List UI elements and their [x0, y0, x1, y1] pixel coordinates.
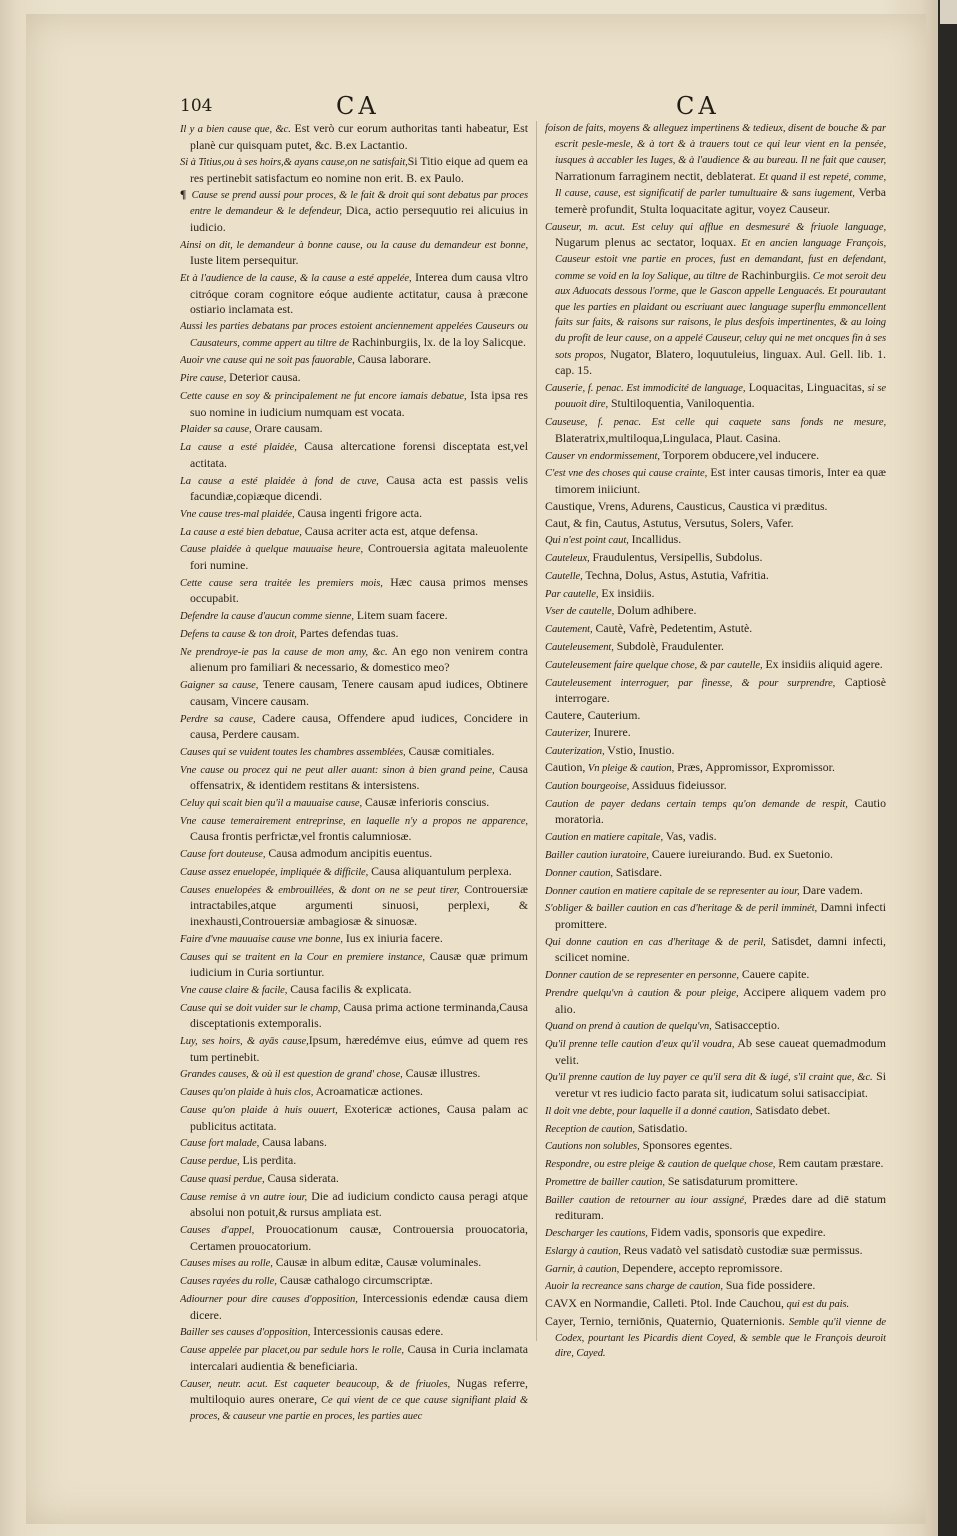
french-text: Cautement,	[545, 624, 593, 636]
latin-text: Exotericæ actiones, Causa palam ac publicitus actitata.	[190, 1102, 528, 1133]
latin-text: Die ad iudicium condicto causa peragi atque absolui non potuit,& rursus ampliata est.	[190, 1188, 528, 1220]
dictionary-entry	[545, 448, 886, 465]
latin-text: Causa altercatione forensi disceptata est,vel actitata.	[190, 439, 528, 470]
french-text: Plaider sa cause,	[180, 424, 252, 436]
dictionary-entry	[180, 1273, 528, 1290]
latin-text: Nugas referre, multiloquio aures onerare,	[190, 1375, 528, 1407]
french-text: Caution de payer dedans certain temps qu'on demande de respit,	[545, 798, 848, 810]
latin-text: Acroamaticæ actiones.	[313, 1084, 424, 1099]
dictionary-entry	[180, 864, 528, 881]
latin-text: CAVX en Normandie, Calleti. Ptol. Inde Cauchou,	[545, 1296, 784, 1311]
latin-text: Satisdare.	[612, 864, 663, 879]
french-text: Vser de cautelle,	[545, 606, 615, 618]
dictionary-entry	[545, 516, 886, 532]
dictionary-entry	[545, 967, 886, 984]
dictionary-entry	[180, 846, 528, 863]
latin-text: Satisdatio.	[634, 1120, 688, 1135]
dictionary-entry	[180, 1342, 528, 1374]
latin-text: Causæ cathalogo circumscriptæ.	[276, 1273, 433, 1288]
latin-text: Causæ quæ primum iudicium in Curia sortiuntur.	[190, 948, 528, 980]
french-text: Faire d'vne mauuaise cause vne bonne,	[180, 933, 343, 945]
column-divider	[536, 121, 537, 1341]
latin-text: Cautè, Vafrè, Pedetentim, Astutè.	[592, 621, 753, 636]
dictionary-entry	[180, 1135, 528, 1152]
dictionary-entry	[545, 657, 886, 674]
latin-text: Reus vadatò vel satisdatò custodiæ suæ permissus.	[620, 1242, 863, 1257]
dictionary-entry	[180, 1291, 528, 1323]
dictionary-entry	[180, 188, 528, 236]
dictionary-entry	[180, 626, 528, 643]
latin-text: Intercessionis edendæ causa diem dicere.	[190, 1291, 528, 1322]
latin-text: Causa offensatrix, & identidem restitans & intersistens.	[190, 761, 528, 793]
french-text: Qui n'est point caut,	[545, 535, 629, 547]
latin-text: Torporem obducere,vel inducere.	[659, 447, 820, 462]
french-text: S'obliger & bailler caution en cas d'heritage & de peril imminét,	[545, 903, 818, 915]
french-text: Causes mises au rolle,	[180, 1258, 273, 1270]
latin-text: Cauere capite.	[738, 967, 810, 982]
dictionary-entry	[545, 1036, 886, 1068]
dictionary-entry	[180, 541, 528, 573]
dictionary-entry	[180, 813, 528, 845]
french-text: Et à l'audience de la cause, & la cause a esté appelée,	[180, 273, 412, 285]
latin-text: Causæ in album editæ, Causæ voluminales.	[272, 1255, 482, 1270]
dictionary-entry	[180, 1255, 528, 1272]
dictionary-entry	[180, 370, 528, 387]
french-text: Adiourner pour dire causes d'opposition,	[180, 1294, 358, 1306]
latin-text: Causæ comitiales.	[405, 743, 495, 758]
french-text: Causeuse, f. penac. Est celle qui caquete sans fonds ne mesure,	[545, 417, 886, 429]
french-text: Promettre de bailler caution,	[545, 1176, 665, 1188]
french-text: Causerie, f. penac. Est immodicité de language,	[545, 382, 746, 394]
dictionary-entry	[180, 154, 528, 186]
french-text: Cause fort douteuse,	[180, 849, 266, 861]
latin-text: Hæc causa primos menses occupabit.	[190, 574, 528, 606]
latin-text: Ipsum, hæredémve eius, eúmve ad quem res tum pertinebit.	[190, 1033, 528, 1064]
dictionary-entry	[180, 1102, 528, 1134]
french-text: Vne cause temerairement entreprinse, en laquelle n'y a propos ne apparence,	[180, 815, 528, 827]
dictionary-entry	[180, 524, 528, 541]
latin-text: Vas, vadis.	[663, 829, 717, 844]
latin-text: Satisacceptio.	[711, 1018, 780, 1033]
latin-text: Si Titio eique ad quem ea res pertinebit satisfactum eo nomine non erit. B. ex Paulo.	[190, 154, 528, 185]
french-text: Aussi les parties debatans par proces estoient anciennement appelées Causeurs ou Causateurs, comme appert au tiltre de	[180, 321, 528, 349]
latin-text: Rachinburgiis.	[738, 267, 811, 282]
latin-text: Causa labans.	[259, 1135, 327, 1150]
french-text: Par cautelle,	[545, 588, 599, 600]
french-text: Causes rayées du rolle,	[180, 1276, 277, 1288]
french-text: Luy, ses hoirs, & ayās cause,	[180, 1036, 309, 1048]
latin-text: Cautio moratoria.	[555, 795, 886, 827]
dictionary-entry	[545, 743, 886, 760]
latin-text: Causa frontis perfrictæ,vel frontis calumniosæ.	[190, 829, 412, 844]
latin-text: Dica, actio persequutio rei alicuius in iudicio.	[190, 203, 528, 234]
dictionary-entry	[545, 586, 886, 603]
head-letters-right: CA	[676, 92, 720, 120]
dictionary-entry	[545, 1069, 886, 1101]
french-text: Cause se prend aussi pour proces, & le fait & droit qui sont debatus par proces entre le demandeur & le defendeur,	[190, 189, 528, 218]
dictionary-entry	[545, 778, 886, 795]
french-text: Causer vn endormissement,	[545, 450, 660, 462]
latin-text: Litem suam facere.	[353, 608, 448, 623]
right-column	[545, 121, 886, 1506]
dictionary-entry	[180, 982, 528, 999]
latin-text: Causæ illustres.	[402, 1066, 481, 1081]
french-text: Cause plaidée à quelque mauuaise heure,	[180, 544, 364, 556]
latin-text: Causa prima actione terminanda,Causa disceptationis extemporalis.	[190, 999, 528, 1031]
french-text: Celuy qui scait bien qu'il a mauuaise cause,	[180, 798, 363, 810]
latin-text: Se satisdaturum promittere.	[664, 1173, 798, 1188]
latin-text: Blateratrix,multiloqua,Lingulaca, Plaut. Casina.	[555, 430, 781, 445]
latin-text: Damni infecti promittere.	[555, 900, 886, 931]
latin-text: Nugator, Blatero, loquutuleius, linguax. Aul. Gell. lib. 1. cap. 15.	[555, 346, 886, 378]
latin-text: Cayer, Ternio, terniōnis, Quaternio, Quaternionis.	[545, 1314, 785, 1328]
dictionary-entry	[180, 1084, 528, 1101]
french-text: Cette cause en soy & principalement ne fut encore iamais debatue,	[180, 391, 467, 402]
latin-text: Fidem vadis, sponsoris que expedire.	[647, 1225, 826, 1240]
latin-text: Controuersia agitata maleuolente fori numine.	[190, 541, 528, 573]
latin-text: Orare causam.	[251, 421, 323, 436]
french-text: qui est du pais.	[783, 1299, 850, 1311]
latin-text: Loquacitas, Linguacitas,	[745, 379, 865, 394]
french-text: Donner caution de se representer en personne,	[545, 970, 739, 982]
dictionary-entry	[545, 1296, 886, 1313]
dictionary-entry	[180, 1324, 528, 1341]
dictionary-entry	[545, 1121, 886, 1138]
french-text: Causes enuelopées & embrouillées, & dont on ne se peut tirer,	[180, 884, 460, 896]
page-number: 104	[180, 96, 213, 116]
dictionary-entry	[545, 1174, 886, 1191]
french-text: Cauteleusement,	[545, 642, 614, 654]
latin-text: Nugarum plenus ac sectator, loquax.	[555, 235, 737, 250]
latin-text: Dolum adhibere.	[614, 603, 697, 618]
french-text: Defendre la cause d'aucun comme sienne,	[180, 611, 354, 623]
french-text: Auoir vne cause qui ne soit pas fauorable,	[180, 355, 355, 367]
french-text: Cause perdue,	[180, 1156, 240, 1168]
dictionary-entry	[180, 421, 528, 438]
dictionary-entry	[545, 621, 886, 638]
dictionary-entry	[180, 1222, 528, 1254]
running-head	[180, 92, 870, 122]
dictionary-entry	[545, 1156, 886, 1173]
french-text: Cauteleux,	[545, 553, 590, 565]
french-text: Eslargy à caution,	[545, 1245, 621, 1257]
dictionary-entry	[180, 644, 528, 676]
latin-text: Causa acta est passis velis facundiæ,copiæque dicendi.	[190, 472, 528, 504]
latin-text: Ab sese caueat quemadmodum velit.	[555, 1036, 886, 1067]
latin-text: Vstio, Inustio.	[604, 742, 675, 757]
french-text: Cause assez enuelopée, impliquée & difficile,	[180, 867, 369, 878]
french-text: Cette cause sera traitée les premiers mois,	[180, 577, 383, 589]
french-text: Vne cause tres-mal plaidée,	[180, 508, 295, 520]
latin-text: Rem cautam præstare.	[775, 1156, 884, 1171]
french-text: Vne cause ou procez qui ne peut aller auant: sinon à bien grand peine,	[180, 764, 495, 776]
french-text: Cauteleusement faire quelque chose, & par cautelle,	[545, 659, 763, 671]
latin-text: Fraudulentus, Versipellis, Subdolus.	[589, 550, 763, 565]
french-text: Et quand il est repeté, comme, Il cause, cause, est significatif de parler tumultuaire & sans iugement,	[555, 171, 886, 200]
french-text: Et en ancien language François, Causeur estoit vne partie en proces, fust en demandant, fust en defendant, comme se void en la loy Salique, au tiltre de	[555, 238, 886, 282]
latin-text: Accipere aliquem vadem pro alio.	[555, 984, 886, 1016]
french-text: Qu'il prenne caution de luy payer ce qu'il sera dit & iugé, s'il craint que, &c.	[545, 1072, 873, 1084]
latin-text: Causa acriter acta est, atque defensa.	[301, 523, 479, 538]
latin-text: Stultiloquentia, Vaniloquentia.	[608, 396, 755, 411]
french-text: Pire cause,	[180, 373, 227, 385]
dictionary-entry	[545, 532, 886, 549]
latin-text: Cautere, Cauterium.	[545, 707, 641, 722]
latin-text: Ista ipsa res suo nomine in iudicium numquam est vocata.	[190, 388, 528, 419]
latin-text: Assiduus fideiussor.	[629, 778, 727, 793]
latin-text: Causa siderata.	[264, 1170, 339, 1185]
latin-text: Cauere iureiurando. Bud. ex Suetonio.	[648, 847, 833, 862]
dictionary-entry	[545, 1261, 886, 1278]
dictionary-entry	[545, 934, 886, 966]
dictionary-entry	[180, 1376, 528, 1425]
latin-text: An ego non venirem contra alienum pro familiari & necessario, & domestico meo?	[190, 643, 528, 675]
dictionary-entry	[180, 121, 528, 153]
french-text: Cause qu'on plaide à huis ouuert,	[180, 1105, 338, 1116]
french-text: Respondre, ou estre pleige & caution de quelque chose,	[545, 1159, 776, 1171]
paragraph-mark: ¶	[180, 187, 187, 201]
french-text: Perdre sa cause,	[180, 713, 256, 725]
dictionary-entry	[545, 760, 886, 777]
french-text: Cause quasi perdue,	[180, 1173, 265, 1185]
latin-text: Sua fide possidere.	[722, 1278, 816, 1293]
french-text: Il doit vne debte, pour laquelle il a donné caution,	[545, 1105, 753, 1117]
latin-text: Caustique, Vrens, Adurens, Causticus, Caustica vi præditus.	[545, 498, 828, 513]
french-text: Garnir, à caution,	[545, 1263, 620, 1275]
dictionary-entry	[180, 1171, 528, 1188]
dictionary-entry	[545, 985, 886, 1017]
dictionary-entry	[180, 931, 528, 948]
latin-text: Lis perdita.	[239, 1153, 297, 1168]
latin-text: Si veretur vt res iudicio facto parata sit, iudicatum solui satisaccipiat.	[555, 1069, 886, 1101]
dictionary-entry	[545, 900, 886, 932]
latin-text: Subdolè, Fraudulenter.	[613, 639, 724, 654]
french-text: Si à Titius,ou à ses hoirs,& ayans cause,on ne satisfait,	[180, 157, 408, 169]
french-text: Grandes causes, & où il est question de grand' chose,	[180, 1069, 403, 1081]
dictionary-entry	[545, 883, 886, 900]
head-letters-left: CA	[336, 92, 380, 120]
french-text: Ce qui vient de ce que cause signifiant plaid & proces, & causeur vne partie en proces, les parties auec	[190, 1395, 528, 1422]
latin-text: Iuste litem persequitur.	[190, 253, 299, 268]
dictionary-entry	[545, 1138, 886, 1155]
dictionary-entry	[545, 499, 886, 515]
french-text: Vn pleige & caution,	[585, 763, 675, 775]
dictionary-entry	[545, 603, 886, 620]
french-text: Cauterizer,	[545, 727, 591, 739]
dictionary-entry	[180, 677, 528, 709]
dictionary-entry	[180, 608, 528, 625]
dictionary-entry	[180, 473, 528, 505]
dictionary-entry	[180, 1000, 528, 1032]
dictionary-entry	[545, 219, 886, 379]
dictionary-entry	[545, 639, 886, 656]
french-text: Prendre quelqu'vn à caution & pour pleige,	[545, 987, 739, 999]
french-text: Cauterization,	[545, 745, 605, 757]
french-text: Caution en matiere capitale,	[545, 832, 664, 844]
french-text: La cause a esté bien debatue,	[180, 526, 302, 538]
dictionary-entry	[180, 319, 528, 351]
french-text: Causes d'appel,	[180, 1225, 255, 1237]
latin-text: Causa admodum ancipitis euentus.	[265, 846, 433, 861]
french-text: Semble qu'il vienne de Codex, pourtant les Picardis dient Coyed, & semble que le François deuroit dire, Cayed.	[555, 1317, 886, 1360]
latin-text: Causa in Curia inclamata intercalari audientia & beneficiaria.	[190, 1342, 528, 1373]
french-text: si se pouuoit dire,	[555, 382, 886, 411]
latin-text: Incallidus.	[628, 532, 682, 547]
dictionary-entry	[180, 352, 528, 369]
french-text: C'est vne des choses qui cause crainte,	[545, 468, 708, 480]
french-text: foison de faits, moyens & alleguez impertinens & tedieux, disent de bouche & par escrit pesle-mesle, & à tort & à trauers tout ce qui leur vient en la pensée, iusques à accabler les Iuges, & à l'audience & au bureau. Il ne fait que causer,	[545, 123, 886, 167]
dictionary-entry	[180, 744, 528, 761]
latin-text: Causa aliquantulum perplexa.	[368, 864, 512, 878]
latin-text: Narrationum farraginem nectit, deblaterat.	[555, 168, 756, 183]
dictionary-entry	[180, 506, 528, 523]
french-text: Cause fort malade,	[180, 1138, 260, 1150]
french-text: Qui donne caution en cas d'heritage & de peril,	[545, 936, 766, 948]
latin-text: Intercessionis causas edere.	[310, 1324, 444, 1339]
french-text: Donner caution,	[545, 867, 613, 879]
latin-text: Interea dum causa vltro citróque coram cognitore eóque audiente actitatur, causa à præcone ostiario inclamata est.	[190, 270, 528, 317]
latin-text: Dependere, accepto repromissore.	[619, 1260, 783, 1275]
latin-text: Verba temerè profundit, Stulta loquacitate agitur, voyez Causeur.	[555, 185, 886, 216]
latin-text: Inurere.	[590, 724, 631, 739]
dictionary-entry	[545, 121, 886, 218]
latin-text: Causa facilis & explicata.	[287, 981, 412, 996]
dictionary-entry	[180, 1033, 528, 1065]
french-text: Cause qui se doit vuider sur le champ,	[180, 1002, 341, 1014]
dictionary-entry	[180, 439, 528, 471]
dictionary-entry	[180, 1189, 528, 1221]
latin-text: Rachinburgiis, lx. de la loy Salicque.	[348, 334, 526, 349]
french-text: Causes qu'on plaide à huis clos,	[180, 1087, 314, 1099]
dictionary-entry	[545, 1243, 886, 1260]
latin-text: Ex insidiis.	[598, 585, 655, 600]
latin-text: Causa laborare.	[354, 352, 432, 367]
dictionary-entry	[180, 882, 528, 930]
latin-text: Præs, Appromissor, Expromissor.	[674, 760, 835, 775]
french-text: Defens ta cause & ton droit,	[180, 629, 297, 640]
dictionary-entry	[180, 795, 528, 812]
latin-text: Sponsores egentes.	[639, 1138, 733, 1153]
french-text: Ce mot seroit deu aux Aduocats dessous l'orme, que le Gascon appelle Lenguacés. Et pourautant que les parties en plaidant ou escriuant auec language superflu emmoncellent faits sur faits, & raisons sur raisons, le plus desfois impertinentes, & au loing du profit de leur cause, on a appelé Causeur, celuy qui ne met oncques fin à ses sots propos,	[555, 270, 886, 361]
french-text: Cauteleusement interroguer, par finesse, & pour surprendre,	[545, 677, 836, 689]
dictionary-entry	[545, 1018, 886, 1035]
dictionary-entry	[180, 1153, 528, 1170]
french-text: Quand on prend à caution de quelqu'vn,	[545, 1021, 712, 1033]
latin-text: Est verò cur eorum authoritas tanti habeatur, Est planè cur quisquam putet, &c. B.ex Lactantio.	[190, 121, 528, 152]
dictionary-entry	[545, 465, 886, 497]
french-text: Bailler ses causes d'opposition,	[180, 1327, 311, 1339]
dictionary-entry	[545, 380, 886, 413]
french-text: Causer, neutr. acut. Est caqueter beaucoup, & de friuoles,	[180, 1378, 451, 1390]
latin-text: Causa ingenti frigore acta.	[294, 505, 423, 520]
latin-text: Satisdato debet.	[752, 1102, 831, 1117]
french-text: Auoir la recreance sans charge de caution,	[545, 1281, 723, 1293]
french-text: Qu'il prenne telle caution d'eux qu'il voudra,	[545, 1039, 735, 1051]
french-text: Ne prendroye-ie pas la cause de mon amy, &c.	[180, 646, 388, 658]
dictionary-entry	[180, 711, 528, 743]
dictionary-entry	[545, 675, 886, 707]
french-text: Cautions non solubles,	[545, 1141, 640, 1153]
latin-text: Prouocationum causæ, Controuersia prouocatoria, Certamen prouocatorium.	[190, 1222, 528, 1253]
french-text: La cause a esté plaidée à fond de cuve,	[180, 475, 379, 487]
dictionary-entry	[545, 1314, 886, 1362]
latin-text: Controuersiæ intractabiles,atque argumenti sinuosi, perplexi, & inexhausti,Controuersiæ ambagiosæ & sinuosæ.	[190, 881, 528, 928]
scanner-edge-tab	[940, 0, 957, 24]
dictionary-entry	[545, 1278, 886, 1295]
french-text: Il y a bien cause que, &c.	[180, 124, 291, 135]
french-text: Vne cause claire & facile,	[180, 984, 288, 996]
dictionary-entry	[545, 829, 886, 846]
latin-text: Caut, & fin, Cautus, Astutus, Versutus, Solers, Vafer.	[545, 515, 794, 530]
french-text: Gaigner sa cause,	[180, 680, 259, 692]
french-text: Causes qui se traitent en la Cour en premiere instance,	[180, 951, 425, 963]
scanner-edge	[938, 0, 957, 1536]
latin-text: Dare vadem.	[799, 882, 863, 897]
dictionary-entry	[180, 575, 528, 607]
french-text: Reception de caution,	[545, 1123, 635, 1135]
french-text: Causes qui se vuident toutes les chambres assemblées,	[180, 746, 406, 758]
latin-text: Deterior causa.	[226, 370, 301, 385]
dictionary-entry	[180, 270, 528, 318]
dictionary-entry	[180, 949, 528, 981]
french-text: La cause a esté plaidée,	[180, 442, 297, 454]
french-text: Causeur, m. acut. Est celuy qui afflue en desmesuré & friuole language,	[545, 221, 886, 233]
latin-text: Ex insidiis aliquid agere.	[762, 656, 883, 671]
dictionary-entry	[545, 1192, 886, 1224]
french-text: Caution bourgeoise,	[545, 781, 630, 793]
latin-text: Cadere causa, Offendere apud iudices, Concidere in causa, Perdere causam.	[190, 710, 528, 742]
latin-text: Caution,	[545, 760, 586, 775]
latin-text: Satisdet, damni infecti, scilicet nomine.	[555, 933, 886, 965]
dictionary-entry	[180, 388, 528, 420]
dictionary-entry	[545, 414, 886, 446]
dictionary-entry	[545, 796, 886, 828]
dictionary-entry	[545, 847, 886, 864]
dictionary-entry	[545, 1103, 886, 1120]
latin-text: Est inter causas timoris, Inter ea quæ timorem iniiciunt.	[555, 465, 886, 496]
latin-text: Ius ex iniuria facere.	[342, 930, 443, 945]
dictionary-entry	[545, 1225, 886, 1242]
french-text: Bailler caution de retourner au iour assigné,	[545, 1194, 747, 1206]
french-text: Descharger les cautions,	[545, 1228, 648, 1240]
french-text: Ainsi on dit, le demandeur à bonne cause, ou la cause du demandeur est bonne,	[180, 239, 528, 251]
dictionary-entry	[545, 865, 886, 882]
latin-text: Causæ inferioris conscius.	[362, 795, 490, 810]
latin-text: Partes defendas tuas.	[296, 626, 399, 640]
latin-text: Tenere causam, Tenere causam apud iudices, Obtinere causam, Vincere causam.	[190, 677, 528, 708]
dictionary-entry	[180, 1066, 528, 1083]
french-text: Cause remise à vn autre iour,	[180, 1191, 308, 1203]
dictionary-entry	[545, 725, 886, 742]
dictionary-entry	[545, 550, 886, 567]
latin-text: Captiosè interrogare.	[555, 674, 886, 706]
dictionary-entry	[180, 237, 528, 269]
dictionary-entry	[545, 568, 886, 585]
french-text: Cautelle,	[545, 570, 583, 582]
french-text: Bailler caution iuratoire,	[545, 850, 649, 862]
dictionary-entry	[180, 762, 528, 794]
dictionary-entry	[545, 708, 886, 724]
latin-text: Prædes dare ad diē statum redituram.	[555, 1191, 886, 1223]
french-text: Cause appelée par placet,ou par sedule hors le rolle,	[180, 1345, 404, 1357]
left-column	[180, 121, 528, 1506]
latin-text: Techna, Dolus, Astus, Astutia, Vafritia.	[582, 567, 769, 582]
french-text: Donner caution en matiere capitale de se representer au iour,	[545, 885, 800, 897]
